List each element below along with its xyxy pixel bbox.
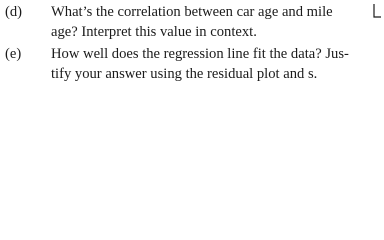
question-e-label: (e) <box>5 46 22 62</box>
bracket-mark-icon <box>373 2 382 22</box>
question-d-line-2: age? Interpret this value in context. <box>51 24 257 40</box>
question-d-label: (d) <box>5 4 23 20</box>
question-e-line-2: tify your answer using the residual plot and s. <box>51 66 318 82</box>
question-d-line-1: What’s the correlation between car age and mile <box>51 4 333 20</box>
document-excerpt <box>0 0 384 89</box>
question-e-line-1: How well does the regression line fit the data? Jus- <box>51 46 349 62</box>
